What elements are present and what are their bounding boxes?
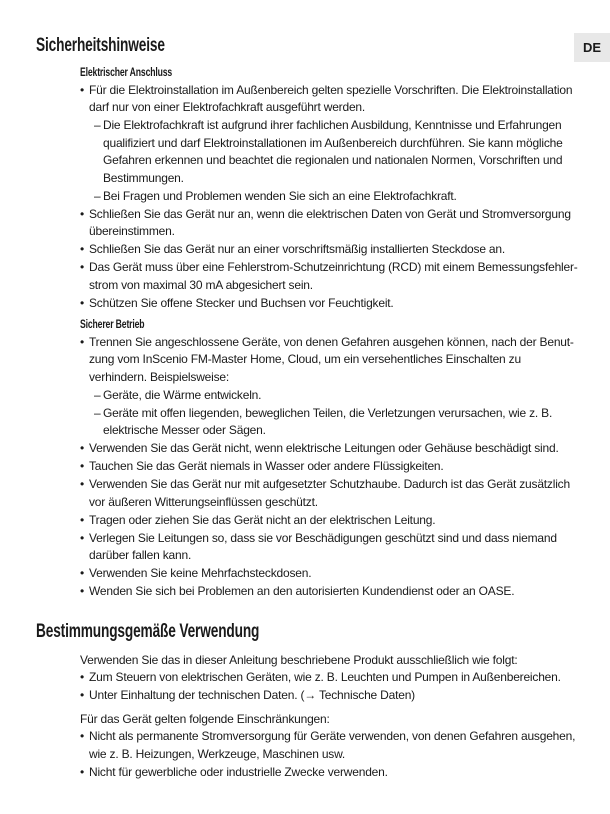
list-item — [80, 295, 578, 313]
list-subitem-text: Geräte mit offen liegenden, beweglichen Teilen, die Verletzungen verursachen, wie z. B. elektrische Messer oder Sägen. — [103, 405, 553, 437]
dash-icon: – — [94, 405, 101, 420]
list-item — [80, 669, 578, 687]
intended-use-intro: Verwenden Sie das in dieser Anleitung beschriebene Produkt ausschließlich wie folgt: — [80, 652, 518, 667]
bullet-icon: • — [80, 566, 85, 580]
bullet-icon: • — [80, 477, 85, 491]
list-item-text: Schließen Sie das Gerät nur an, wenn die elektrischen Daten von Gerät und Stromversorgung übereinstimmen. — [89, 206, 571, 238]
language-badge-label: DE — [582, 40, 602, 55]
section-title-bestimmungsgemaesse-verwendung — [36, 621, 610, 643]
list-subitem-text: Geräte, die Wärme entwickeln. — [103, 387, 262, 402]
bullet-icon: • — [80, 688, 85, 702]
list-subitem — [94, 117, 578, 187]
list-item-text: Nicht als permanente Stromversorgung für Geräte verwenden, von denen Gefahren ausgehen, wie z. B. Heizungen, Werkzeuge, Maschinen usw. — [89, 729, 576, 761]
list-item-text: Für die Elektroinstallation im Außenbereich gelten spezielle Vorschriften. Die Elektroinstallation darf nur von einer Elektrofachkraft ausgeführt werden. — [89, 82, 573, 114]
bullet-icon: • — [80, 764, 85, 779]
section-title-text: Sicherheitshinweise — [36, 35, 165, 56]
list-subitem-text: Die Elektrofachkraft ist aufgrund ihrer fachlichen Ausbildung, Kenntnisse und Erfahrungen qualifiziert und darf Elektroinstallationen im Außenbereich durchführen. Sie kann mögliche Gefahren erkennen und beachtet die regionalen und nationalen Normen, Vorschriften und Bestimmungen. — [103, 118, 563, 185]
list-subitem — [94, 188, 578, 206]
bullet-icon: • — [80, 670, 85, 684]
list-item — [80, 206, 578, 241]
section-title-text: Bestimmungsgemäße Verwendung — [36, 620, 260, 642]
list-item-text: Schützen Sie offene Stecker und Buchsen vor Feuchtigkeit. — [89, 295, 394, 310]
list-item — [80, 440, 578, 458]
list-subitem-text: Bei Fragen und Problemen wenden Sie sich an eine Elektrofachkraft. — [103, 188, 457, 203]
list-item-text: Tragen oder ziehen Sie das Gerät nicht an der elektrischen Leitung. — [89, 512, 436, 527]
list-item — [80, 334, 578, 387]
list-item-text: Das Gerät muss über eine Fehlerstrom-Schutzeinrichtung (RCD) mit einem Bemessungsfehlerstrom von maximal 30 mA abgesichert sein. — [89, 260, 578, 292]
list-item — [80, 565, 578, 583]
list-item — [80, 512, 578, 530]
subheading-text: Elektrischer Anschluss — [80, 65, 173, 79]
dash-icon: – — [94, 118, 101, 132]
language-badge — [574, 33, 610, 62]
bullet-icon: • — [80, 206, 85, 221]
uses-list — [80, 669, 578, 705]
bullet-icon: • — [80, 459, 85, 473]
safety-content — [80, 64, 578, 601]
list-item-text: Verwenden Sie das Gerät nur mit aufgesetzter Schutzhaube. Dadurch ist das Gerät zusätzlich vor äußeren Witterungseinflüssen geschützt. — [89, 477, 570, 509]
intended-use-content — [80, 652, 578, 782]
bullet-icon: • — [80, 530, 85, 545]
list-item-text: Zum Steuern von elektrischen Geräten, wie z. B. Leuchten und Pumpen in Außenbereichen. — [89, 670, 561, 684]
list-item — [80, 583, 578, 601]
subheading-text: Sicherer Betrieb — [80, 317, 145, 331]
bullet-icon: • — [80, 295, 85, 310]
list-item — [80, 82, 578, 117]
list-item — [80, 764, 578, 782]
list-item-text: Schließen Sie das Gerät nur an einer vorschriftsmäßig installierten Steckdose an. — [89, 242, 506, 256]
bullet-icon: • — [80, 512, 85, 527]
bullet-icon: • — [80, 260, 85, 274]
list-subitem — [94, 405, 578, 440]
list-item-text: Verwenden Sie keine Mehrfachsteckdosen. — [89, 566, 312, 580]
bullet-icon: • — [80, 441, 85, 455]
electrical-list — [80, 82, 578, 313]
dash-icon: – — [94, 188, 101, 203]
list-item — [80, 687, 578, 705]
list-item — [80, 530, 578, 565]
list-item-text: Nicht für gewerbliche oder industrielle Zwecke verwenden. — [89, 764, 388, 779]
section-title-sicherheitshinweise — [36, 35, 610, 57]
operation-list — [80, 334, 578, 601]
list-item — [80, 476, 578, 511]
list-subitem — [94, 387, 578, 405]
list-item — [80, 728, 578, 763]
restrictions-list — [80, 728, 578, 781]
list-item-text: Wenden Sie sich bei Problemen an den autorisierten Kundendienst oder an OASE. — [89, 584, 515, 598]
list-item — [80, 259, 578, 294]
bullet-icon: • — [80, 334, 85, 349]
dash-icon: – — [94, 387, 101, 402]
list-item-text: Verlegen Sie Leitungen so, dass sie vor Beschädigungen geschützt sind und dass niemand darüber fallen kann. — [89, 530, 557, 562]
restrictions-intro: Für das Gerät gelten folgende Einschränkungen: — [80, 711, 330, 726]
subheading-elektrischer-anschluss — [80, 64, 578, 82]
list-item-text: Tauchen Sie das Gerät niemals in Wasser oder andere Flüssigkeiten. — [89, 459, 444, 473]
bullet-icon: • — [80, 242, 85, 256]
list-item — [80, 241, 578, 259]
bullet-icon: • — [80, 584, 85, 598]
bullet-icon: • — [80, 729, 85, 743]
list-item — [80, 458, 578, 476]
list-item-text: Verwenden Sie das Gerät nicht, wenn elektrische Leitungen oder Gehäuse beschädigt sind. — [89, 441, 559, 455]
list-item-text: Unter Einhaltung der technischen Daten. (→ Technische Daten) — [89, 688, 415, 702]
list-item-text: Trennen Sie angeschlossene Geräte, von denen Gefahren ausgehen können, nach der Benutzung vom InScenio FM-Master Home, Cloud, um ein versehentliches Einschalten zu verhindern. Beispielsweise: — [89, 334, 574, 384]
bullet-icon: • — [80, 82, 85, 97]
subheading-sicherer-betrieb — [80, 316, 578, 334]
